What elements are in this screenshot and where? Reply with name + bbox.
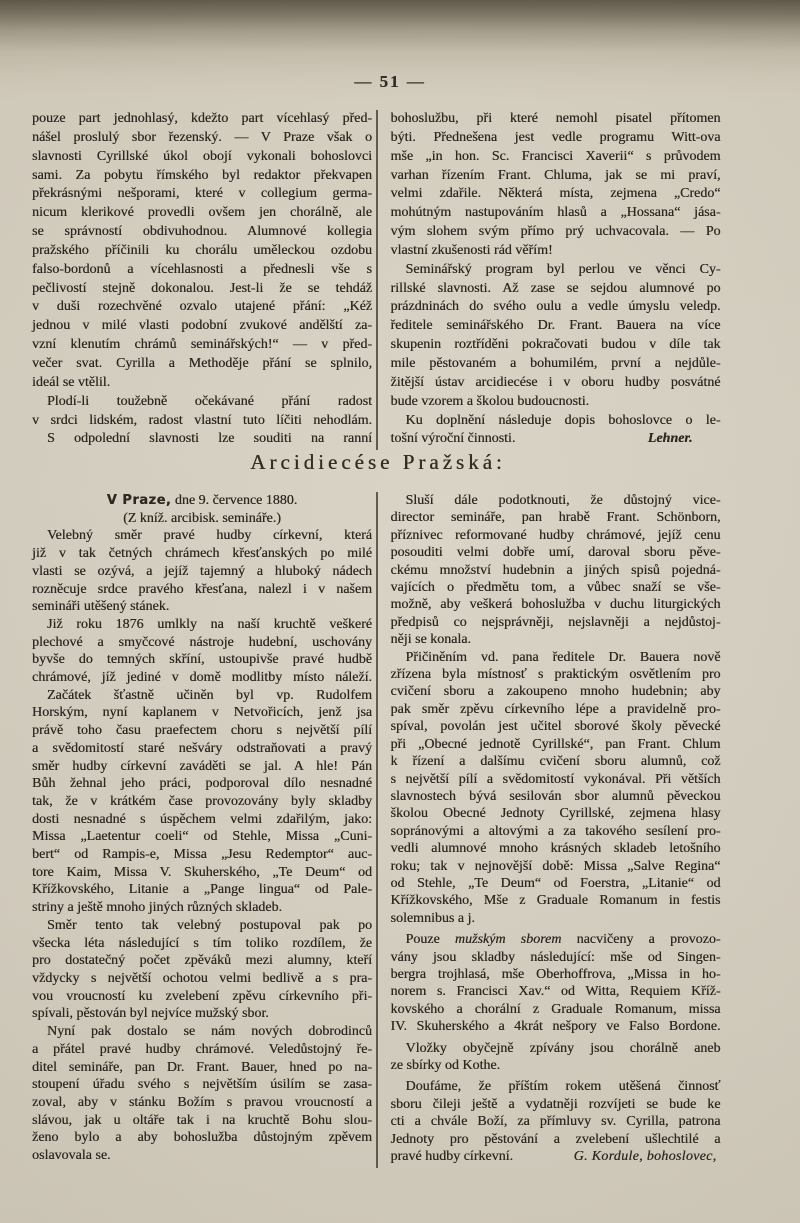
text-line: Pouze mužským sborem nacvičeny a provozo- bbox=[405, 932, 721, 948]
text-line: Plodí-li toužebně očekávané přání radost bbox=[47, 393, 372, 409]
text-line: s největší pílí a svědomitostí vykonával. Při větších bbox=[390, 771, 721, 787]
text-line: Vložky obyčejně zpívány jsou chorálně aneb bbox=[405, 1040, 721, 1056]
author-signature: Lehner. bbox=[647, 431, 693, 447]
text-line: varhan řízením Frant. Chluma, jak se mi praví, bbox=[390, 167, 721, 183]
text-line: sopránovými a altovými a za takového sesílení pro- bbox=[390, 823, 721, 839]
text-line: bude vzorem a školou budoucnosti. bbox=[390, 393, 590, 409]
text-line: ze sbírky od Kothe. bbox=[390, 1058, 501, 1073]
text-line: vždycky s největší ochotou velmi bedlivě a s pra- bbox=[32, 970, 372, 986]
text-line: a svědomitostí staré nešváry odstraňovati a pravý bbox=[32, 740, 372, 756]
text-line: roku; tak v nejnovější době: Missa „Salve Regina“ bbox=[390, 858, 721, 874]
text-line: všecka léta následující s tím toliko rozdílem, že bbox=[32, 935, 372, 951]
text-line: k řízení a dalšímu cvičení sboru alumnů, což bbox=[390, 754, 721, 770]
text-line: pražského příčinili ku chorálu uměleckou ozdobu bbox=[32, 242, 372, 258]
text-line: předpisů co nejsprávněji, nejslavněji a nejdůstoj- bbox=[390, 614, 721, 630]
text-line: Přičiněním vd. pana ředitele Dr. Bauera nově bbox=[405, 649, 721, 665]
text-line: prázdninách do svého oulu a vedle úmyslu veledp. bbox=[390, 299, 721, 315]
text-line: Ku doplnění následuje dopis bohoslovce o le- bbox=[405, 412, 721, 428]
text-line: falso-bordonů a vícehlasnosti a přednesli vše s bbox=[32, 261, 372, 277]
text-line: Doufáme, že příštím rokem utěšená činnosť bbox=[405, 1079, 721, 1095]
text-line: ideál se vtělil. bbox=[32, 374, 111, 390]
text-line: oslavovala se. bbox=[32, 1148, 111, 1164]
text-line: nicum klerikové provedli ovšem jen chorálně, ale bbox=[32, 205, 372, 221]
text-line: chrámové, jíž jediné v domě modlitby místo náleží. bbox=[32, 670, 372, 686]
text-line: slávou, jak u oltáře tak i na kruchtě Bohu slou- bbox=[32, 1112, 372, 1128]
text-line: rozněcuje srdce pravého křesťana, nalezl i v našem bbox=[32, 581, 372, 597]
column-divider-top bbox=[376, 110, 378, 450]
text-line: bohoslužbu, při které nemohl pisatel přítomen bbox=[390, 111, 721, 126]
text-line: velmi zdařile. Některá místa, zejmena „Credo“ bbox=[390, 186, 721, 202]
text-line: Směr tento tak velebný postupoval pak po bbox=[47, 917, 372, 933]
text-line: ckému množství hudebnin a jiných spisů pojedná- bbox=[390, 562, 721, 578]
text-line: striny a ještě mnoho jiných různých skladeb. bbox=[32, 900, 282, 916]
text-line: skupenin roztříděni pokračovati budou v díle tak bbox=[390, 337, 721, 353]
text-line: pro dostatečný počet zpěváků mezi alumny, kteří bbox=[32, 953, 372, 969]
text-line: nášel proslulý sbor řezenský. — V Praze však o bbox=[32, 129, 372, 145]
text-line: zoval, aby v stánku Božím s pravou vroucností a bbox=[32, 1094, 372, 1110]
page-number: — 51 — bbox=[354, 72, 426, 91]
text-line: něji se konala. bbox=[390, 632, 471, 648]
text-line: plechové a smyčcové nástroje hudební, uschovány bbox=[32, 634, 372, 650]
text-line: a přátel pravé hudby chrámové. Veledůstojný ře- bbox=[32, 1041, 372, 1057]
text-line: solemnibus a j. bbox=[390, 910, 475, 926]
text-line: Jednoty pro pěstování a zvelebení ušlechtilé a bbox=[390, 1131, 721, 1147]
text-line: vzní klenutím chrámů seminářských!“ — v před- bbox=[32, 337, 372, 353]
text-line: již v tak četných chrámech křesťanských po milé bbox=[32, 546, 372, 562]
text-line: vým slohem svým přímo prý uchvacovala. — Po bbox=[390, 224, 721, 240]
closing-line bbox=[391, 1148, 721, 1165]
author-signature: G. Kordule, bohoslovec, bbox=[573, 1149, 717, 1165]
text-line: se správností obdivuhodnou. Alumnové kollegia bbox=[32, 224, 372, 240]
text-line: (Z kníž. arcibisk. semináře.) bbox=[123, 510, 281, 526]
text-line: S odpolední slavnosti lze souditi na ranní bbox=[47, 431, 372, 447]
text-line: posouditi velmi dobře umí, daroval sboru pěve- bbox=[390, 545, 721, 561]
text-line: býti. Přednešena jest vedle programu Witt-ova bbox=[390, 129, 721, 145]
top-right-lines bbox=[391, 110, 721, 430]
text-line: slavnostech bývá sesilován sbor alumnů pěveckou bbox=[390, 788, 721, 804]
text-line: večer svat. Cyrilla a Methoděje přání se splnilo, bbox=[32, 355, 372, 371]
text-line: semináři utěšený stánek. bbox=[32, 599, 170, 615]
text-line: slavnosti Cyrillské úkol obojí vykonali bohoslovci bbox=[32, 148, 372, 164]
text-line: vlastní zkušenosti rád věřím! bbox=[390, 242, 553, 258]
text-line: mohútným nastupováním hlasů a „Hossana“ jása- bbox=[390, 205, 721, 221]
text-line: cti a chvále Boží, za přímluvy sv. Cyrilla, patrona bbox=[390, 1114, 721, 1130]
text-line: Bůh žehnal jeho práci, podporoval dílo nesnadné bbox=[32, 776, 372, 792]
bottom-left-column bbox=[32, 492, 372, 1168]
top-right-column bbox=[391, 110, 721, 450]
text-line: pouze part jednohlasý, kdežto part vícehlasý před- bbox=[32, 111, 372, 126]
text-line: jednou v milé vlasti podobní zvukové andělští za- bbox=[32, 318, 372, 334]
text-line: Sluší dále podotknouti, že důstojný vice- bbox=[405, 493, 721, 508]
text-line: Začátek šťastně učiněn byl vp. Rudolfem bbox=[47, 687, 372, 703]
closing-line bbox=[391, 430, 721, 449]
text-line: Křížkovského, Litanie a „Pange lingua“ od Pale- bbox=[32, 882, 372, 898]
top-left-column bbox=[32, 110, 372, 450]
closing-text: pravé hudby církevní. bbox=[390, 1149, 513, 1165]
text-line: byvše do temných skříní, ustoupivše pravé hudbě bbox=[32, 652, 372, 668]
section-heading: Arcidiecése Pražská: bbox=[250, 450, 506, 474]
text-line: director semináře, pan hrabě Frant. Schönborn, bbox=[390, 510, 721, 526]
text-line: vajících o předmětu tom, a vůbec snaží se vše- bbox=[390, 580, 721, 596]
text-line: tak, že v krátkém čase provozovány byly skladby bbox=[32, 793, 372, 809]
top-section bbox=[32, 110, 721, 450]
bottom-section bbox=[32, 492, 721, 1168]
text-line: vlasti se ozývá, a jejíž tajemný a hluboký nádech bbox=[32, 563, 372, 579]
text-line: mše „in hon. Sc. Francisci Xaverii“ s průvodem bbox=[390, 148, 721, 164]
text-line: bert“ od Rampis-e, Missa „Jesu Redemptor“ auc- bbox=[32, 847, 372, 863]
text-line: Křížkovského, Mše z Graduale Romanum in festis bbox=[390, 893, 721, 909]
text-line: ženo bylo a aby bohoslužba důstojným zpěvem bbox=[32, 1130, 372, 1146]
text-line: cvičení sboru a zakoupeno mnoho hudebnin; aby bbox=[390, 684, 721, 700]
text-line: vány jsou skladby následující: mše od Singen- bbox=[390, 949, 721, 965]
text-line: norem s. Francisci Xav.“ od Witta, Requiem Kříž- bbox=[390, 984, 721, 1000]
text-line: vou vroucností ku zvelebení zpěvu církevního při- bbox=[32, 988, 372, 1004]
text-line: Nyní pak dostalo se nám nových dobrodinců bbox=[47, 1024, 372, 1040]
text-line: od Stehle, „Te Deum“ od Foerstra, „Litanie“ od bbox=[390, 875, 721, 891]
text-line: Seminářský program byl perlou ve věnci Cy- bbox=[405, 261, 721, 277]
text-line: bergra trojhlasá, mše Oberhoffrova, „Missa in ho- bbox=[390, 966, 721, 982]
text-line: sami. Za pobytu římského byl redaktor překvapen bbox=[32, 167, 372, 183]
text-line: možně, aby veškerá bohoslužba v duchu liturgických bbox=[390, 597, 721, 613]
text-line: žitější ústav arcidiecése i v oboru hudby posvátné bbox=[390, 374, 721, 390]
text-line: právě toho času praefectem choru s největší pílí bbox=[32, 723, 372, 739]
text-line: příznivec reformované hudby chrámové, jejíž cenu bbox=[390, 527, 721, 543]
text-line: spíval, povolán jest učitel sborové školy pěvecké bbox=[390, 719, 721, 735]
text-line: mile pěstovaném a bohumilém, první a nejdůle- bbox=[390, 355, 721, 371]
text-line: školou Obecné Jednoty Cyrillské, zejmena hlasy bbox=[390, 806, 721, 822]
text-line: v duši rozechvěné ozvalo utajené přání: „Kéž bbox=[32, 299, 372, 315]
text-line: Horským, nyní kaplanem v Netvořicích, jenž jsa bbox=[32, 705, 372, 721]
closing-text: tošní výroční činnosti. bbox=[390, 431, 516, 447]
text-line: směr hudby církevní zaváděti se jal. A hle! Pán bbox=[32, 758, 372, 774]
text-line: vedli alumnové mnoho krásných skladeb letošního bbox=[390, 841, 721, 857]
text-line: Již roku 1876 umlkly na naší kruchtě veškeré bbox=[47, 616, 372, 632]
text-line: V Praze, dne 9. července 1880. bbox=[106, 493, 298, 508]
text-line: rillské slavnosti. Až zase se sejdou alumnové po bbox=[390, 280, 721, 296]
text-line: ředitele seminářského Dr. Frant. Bauera na více bbox=[390, 318, 721, 334]
text-line: IV. Skuherského a 4krát nešpory ve Falso Bordone. bbox=[390, 1019, 721, 1035]
text-line: pečlivostí stejně dokonalou. Jest-li že se tehdáž bbox=[32, 280, 372, 296]
text-line: kovského a chorální z Graduale Romanum, missa bbox=[390, 1001, 721, 1017]
text-line: stoupení úřadu svého s největším úsilím se zasa- bbox=[32, 1077, 372, 1093]
text-line: Missa „Laetentur coeli“ od Stehle, Missa „Cuni- bbox=[32, 829, 372, 845]
text-line: dosti nesnadné s úspěchem velmi zdařilým, jako: bbox=[32, 811, 372, 827]
bottom-right-lines bbox=[391, 492, 721, 1148]
text-line: spívali, pěstován byl nejvíce mužský sbor. bbox=[32, 1006, 269, 1022]
text-line: v srdci lidském, radost vlastní tuto líčiti nehodlám. bbox=[32, 412, 372, 428]
column-divider-bottom bbox=[376, 492, 378, 1168]
text-line: ditel semináře, pan Dr. Frant. Bauer, hned po na- bbox=[32, 1059, 372, 1075]
text-line: Velebný směr pravé hudby církevní, která bbox=[47, 528, 372, 544]
text-line: tore Kaim, Missa V. Skuherského, „Te Deum“ od bbox=[32, 864, 372, 880]
text-line: zřízena byla místnosť s praktickým osvětlením pro bbox=[390, 667, 721, 683]
text-line: pak směr zpěvu církevního lépe a pravidelně pro- bbox=[390, 701, 721, 717]
bottom-right-column bbox=[391, 492, 721, 1168]
text-line: při „Obecné jednotě Cyrillské“, pan Frant. Chlum bbox=[390, 736, 721, 752]
text-line: sboru čileji ještě a vydatněji rozvíjeti se bude ke bbox=[390, 1096, 721, 1112]
text-line: překrásnými nešporami, které v collegium germa- bbox=[32, 186, 372, 202]
